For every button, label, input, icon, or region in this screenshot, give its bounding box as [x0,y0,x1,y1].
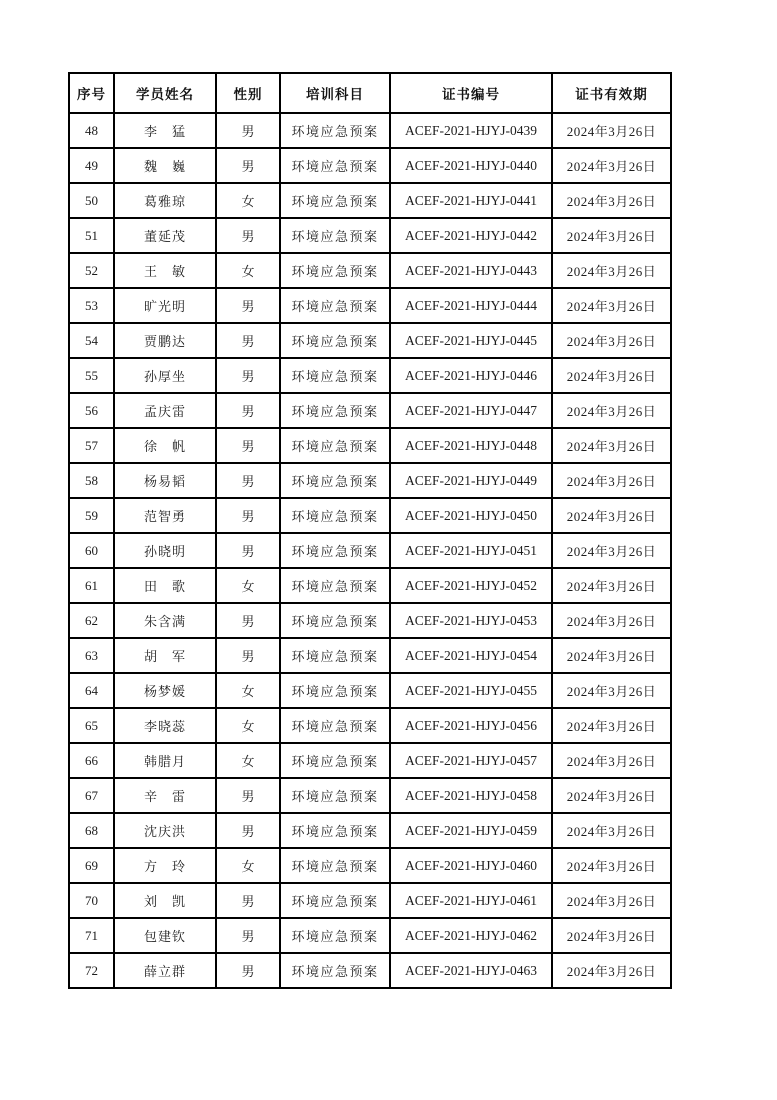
cell-certificate-number: ACEF-2021-HJYJ-0450 [390,498,552,533]
cell-gender: 男 [216,533,280,568]
cell-serial-number: 63 [69,638,114,673]
cell-certificate-validity: 2024年3月26日 [552,183,671,218]
cell-student-name: 王 敏 [114,253,216,288]
cell-serial-number: 58 [69,463,114,498]
cell-serial-number: 64 [69,673,114,708]
cell-training-subject: 环境应急预案 [280,743,390,778]
table-row [69,708,671,743]
cell-serial-number: 51 [69,218,114,253]
column-header-student-name: 学员姓名 [114,73,216,113]
cell-training-subject: 环境应急预案 [280,638,390,673]
cell-training-subject: 环境应急预案 [280,393,390,428]
table-row [69,743,671,778]
cell-training-subject: 环境应急预案 [280,673,390,708]
cell-certificate-number: ACEF-2021-HJYJ-0443 [390,253,552,288]
header-row [69,73,671,113]
cell-gender: 男 [216,218,280,253]
cell-serial-number: 50 [69,183,114,218]
cell-certificate-number: ACEF-2021-HJYJ-0461 [390,883,552,918]
cell-serial-number: 67 [69,778,114,813]
cell-certificate-validity: 2024年3月26日 [552,568,671,603]
cell-certificate-validity: 2024年3月26日 [552,218,671,253]
table-row [69,323,671,358]
cell-student-name: 包建钦 [114,918,216,953]
cell-certificate-validity: 2024年3月26日 [552,918,671,953]
cell-student-name: 董延茂 [114,218,216,253]
cell-certificate-number: ACEF-2021-HJYJ-0445 [390,323,552,358]
cell-training-subject: 环境应急预案 [280,358,390,393]
table-row [69,463,671,498]
cell-certificate-number: ACEF-2021-HJYJ-0442 [390,218,552,253]
cell-student-name: 杨梦媛 [114,673,216,708]
cell-gender: 男 [216,603,280,638]
column-header-certificate-validity: 证书有效期 [552,73,671,113]
cell-training-subject: 环境应急预案 [280,498,390,533]
cell-gender: 男 [216,883,280,918]
cell-certificate-validity: 2024年3月26日 [552,253,671,288]
column-header-serial: 序号 [69,73,114,113]
table-row [69,953,671,988]
cell-gender: 女 [216,848,280,883]
cell-training-subject: 环境应急预案 [280,113,390,148]
cell-training-subject: 环境应急预案 [280,253,390,288]
table-row [69,428,671,463]
cell-training-subject: 环境应急预案 [280,848,390,883]
cell-serial-number: 54 [69,323,114,358]
cell-certificate-validity: 2024年3月26日 [552,673,671,708]
table-row [69,673,671,708]
cell-student-name: 辛 雷 [114,778,216,813]
cell-student-name: 魏 巍 [114,148,216,183]
table-row [69,568,671,603]
cell-training-subject: 环境应急预案 [280,533,390,568]
cell-certificate-number: ACEF-2021-HJYJ-0451 [390,533,552,568]
cell-gender: 男 [216,393,280,428]
cell-training-subject: 环境应急预案 [280,568,390,603]
cell-student-name: 孙晓明 [114,533,216,568]
cell-training-subject: 环境应急预案 [280,708,390,743]
cell-serial-number: 62 [69,603,114,638]
cell-training-subject: 环境应急预案 [280,918,390,953]
cell-serial-number: 68 [69,813,114,848]
cell-certificate-number: ACEF-2021-HJYJ-0455 [390,673,552,708]
cell-serial-number: 72 [69,953,114,988]
table-row [69,393,671,428]
table-row [69,848,671,883]
cell-student-name: 李 猛 [114,113,216,148]
cell-student-name: 刘 凯 [114,883,216,918]
cell-training-subject: 环境应急预案 [280,218,390,253]
column-header-certificate-number: 证书编号 [390,73,552,113]
cell-certificate-number: ACEF-2021-HJYJ-0448 [390,428,552,463]
cell-certificate-validity: 2024年3月26日 [552,498,671,533]
cell-certificate-validity: 2024年3月26日 [552,778,671,813]
cell-certificate-validity: 2024年3月26日 [552,288,671,323]
cell-student-name: 贾鹏达 [114,323,216,358]
cell-serial-number: 65 [69,708,114,743]
cell-gender: 男 [216,498,280,533]
cell-certificate-number: ACEF-2021-HJYJ-0459 [390,813,552,848]
column-header-gender: 性别 [216,73,280,113]
cell-serial-number: 55 [69,358,114,393]
cell-certificate-validity: 2024年3月26日 [552,813,671,848]
table-body [69,113,671,988]
cell-training-subject: 环境应急预案 [280,183,390,218]
cell-certificate-validity: 2024年3月26日 [552,883,671,918]
cell-gender: 女 [216,708,280,743]
cell-certificate-number: ACEF-2021-HJYJ-0447 [390,393,552,428]
cell-gender: 女 [216,673,280,708]
cell-certificate-validity: 2024年3月26日 [552,533,671,568]
cell-training-subject: 环境应急预案 [280,953,390,988]
cell-certificate-number: ACEF-2021-HJYJ-0452 [390,568,552,603]
cell-certificate-validity: 2024年3月26日 [552,393,671,428]
cell-certificate-validity: 2024年3月26日 [552,953,671,988]
cell-student-name: 沈庆洪 [114,813,216,848]
cell-gender: 男 [216,288,280,323]
cell-certificate-validity: 2024年3月26日 [552,848,671,883]
cell-training-subject: 环境应急预案 [280,603,390,638]
cell-student-name: 杨易韬 [114,463,216,498]
cell-student-name: 徐 帆 [114,428,216,463]
cell-student-name: 李晓蕊 [114,708,216,743]
cell-serial-number: 56 [69,393,114,428]
cell-student-name: 韩腊月 [114,743,216,778]
cell-gender: 男 [216,638,280,673]
cell-certificate-number: ACEF-2021-HJYJ-0456 [390,708,552,743]
cell-student-name: 胡 军 [114,638,216,673]
cell-certificate-validity: 2024年3月26日 [552,323,671,358]
cell-gender: 男 [216,428,280,463]
cell-certificate-number: ACEF-2021-HJYJ-0454 [390,638,552,673]
cell-gender: 男 [216,778,280,813]
table-row [69,253,671,288]
cell-certificate-validity: 2024年3月26日 [552,743,671,778]
table-row [69,183,671,218]
cell-serial-number: 59 [69,498,114,533]
cell-gender: 男 [216,148,280,183]
cell-gender: 男 [216,953,280,988]
cell-student-name: 孟庆雷 [114,393,216,428]
cell-certificate-validity: 2024年3月26日 [552,113,671,148]
cell-student-name: 朱含满 [114,603,216,638]
cell-student-name: 范智勇 [114,498,216,533]
cell-student-name: 薛立群 [114,953,216,988]
cell-serial-number: 70 [69,883,114,918]
table-row [69,603,671,638]
cell-certificate-validity: 2024年3月26日 [552,708,671,743]
cell-student-name: 旷光明 [114,288,216,323]
cell-gender: 男 [216,918,280,953]
table-row [69,113,671,148]
cell-gender: 男 [216,813,280,848]
cell-training-subject: 环境应急预案 [280,813,390,848]
table-row [69,218,671,253]
cell-certificate-number: ACEF-2021-HJYJ-0457 [390,743,552,778]
cell-training-subject: 环境应急预案 [280,323,390,358]
cell-student-name: 方 玲 [114,848,216,883]
cell-serial-number: 69 [69,848,114,883]
cell-certificate-number: ACEF-2021-HJYJ-0449 [390,463,552,498]
cell-gender: 男 [216,358,280,393]
table-row [69,358,671,393]
cell-gender: 女 [216,253,280,288]
cell-serial-number: 71 [69,918,114,953]
cell-gender: 女 [216,568,280,603]
cell-certificate-number: ACEF-2021-HJYJ-0444 [390,288,552,323]
cell-certificate-number: ACEF-2021-HJYJ-0460 [390,848,552,883]
table-row [69,813,671,848]
cell-certificate-validity: 2024年3月26日 [552,603,671,638]
cell-training-subject: 环境应急预案 [280,463,390,498]
table-row [69,883,671,918]
cell-certificate-number: ACEF-2021-HJYJ-0441 [390,183,552,218]
column-header-training-subject: 培训科目 [280,73,390,113]
cell-serial-number: 49 [69,148,114,183]
cell-certificate-validity: 2024年3月26日 [552,358,671,393]
cell-serial-number: 61 [69,568,114,603]
table-row [69,533,671,568]
cell-training-subject: 环境应急预案 [280,428,390,463]
cell-certificate-validity: 2024年3月26日 [552,638,671,673]
cell-certificate-number: ACEF-2021-HJYJ-0439 [390,113,552,148]
table-row [69,498,671,533]
cell-serial-number: 52 [69,253,114,288]
cell-certificate-validity: 2024年3月26日 [552,428,671,463]
table-row [69,288,671,323]
cell-certificate-number: ACEF-2021-HJYJ-0458 [390,778,552,813]
cell-certificate-number: ACEF-2021-HJYJ-0463 [390,953,552,988]
table-row [69,148,671,183]
table-row [69,778,671,813]
cell-serial-number: 57 [69,428,114,463]
cell-gender: 女 [216,183,280,218]
cell-gender: 男 [216,323,280,358]
cell-gender: 男 [216,113,280,148]
table-row [69,638,671,673]
certificate-roster-table [68,72,672,989]
table-row [69,918,671,953]
cell-serial-number: 53 [69,288,114,323]
cell-certificate-number: ACEF-2021-HJYJ-0453 [390,603,552,638]
cell-serial-number: 60 [69,533,114,568]
cell-serial-number: 66 [69,743,114,778]
cell-certificate-validity: 2024年3月26日 [552,463,671,498]
cell-student-name: 田 歌 [114,568,216,603]
cell-certificate-validity: 2024年3月26日 [552,148,671,183]
cell-certificate-number: ACEF-2021-HJYJ-0446 [390,358,552,393]
cell-gender: 女 [216,743,280,778]
cell-gender: 男 [216,463,280,498]
cell-student-name: 孙厚坐 [114,358,216,393]
cell-training-subject: 环境应急预案 [280,883,390,918]
cell-certificate-number: ACEF-2021-HJYJ-0462 [390,918,552,953]
cell-serial-number: 48 [69,113,114,148]
cell-training-subject: 环境应急预案 [280,778,390,813]
cell-certificate-number: ACEF-2021-HJYJ-0440 [390,148,552,183]
cell-training-subject: 环境应急预案 [280,288,390,323]
cell-student-name: 葛雅琼 [114,183,216,218]
cell-training-subject: 环境应急预案 [280,148,390,183]
